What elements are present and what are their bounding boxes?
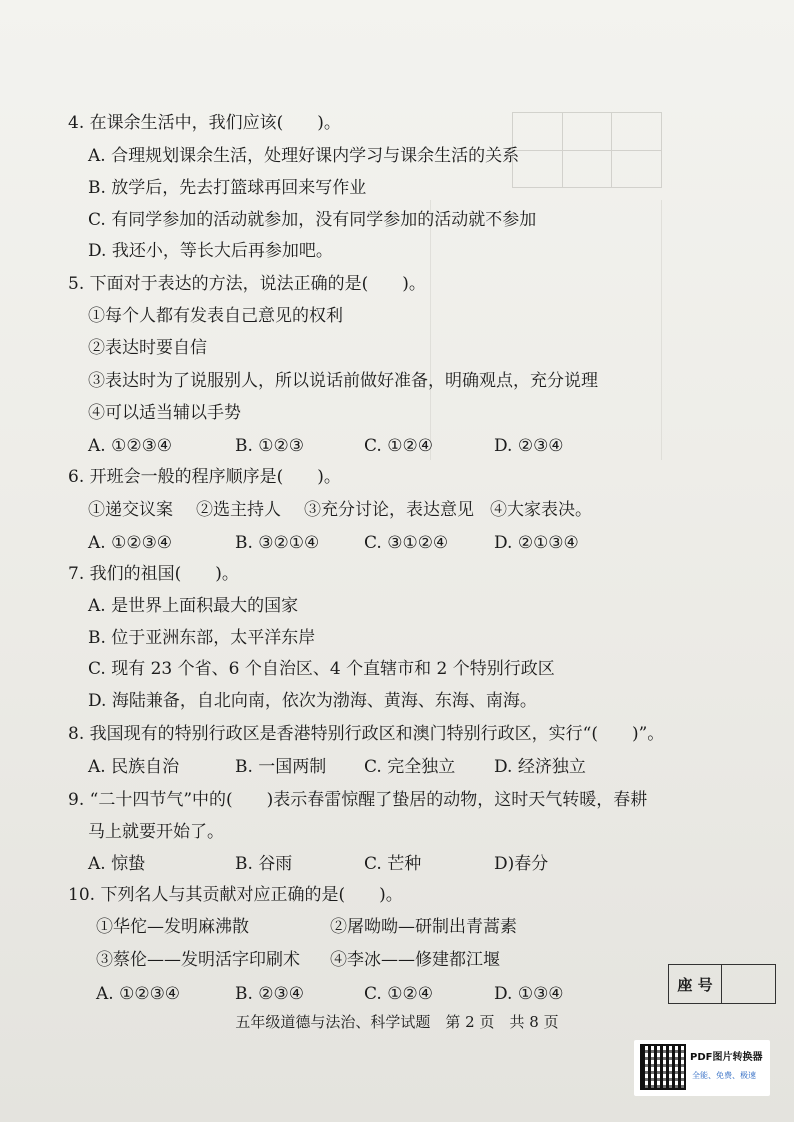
question-6-step-4: ④大家表决。 <box>490 500 592 520</box>
question-9-stem-continued: 马上就要开始了。 <box>88 822 224 842</box>
question-4-stem: 4. 在课余生活中，我们应该( )。 <box>68 113 341 133</box>
bleed-through-score-table <box>512 112 662 188</box>
question-7-option-d: D. 海陆兼备，自北向南，依次为渤海、黄海、东海、南海。 <box>88 691 537 711</box>
question-9-choice-d: D)春分 <box>494 854 549 874</box>
question-6-choice-b: B. ③②①④ <box>235 533 320 553</box>
question-8-choice-b: B. 一国两制 <box>235 757 327 777</box>
question-10-choice-d: D. ①③④ <box>494 984 564 1004</box>
question-4-option-c: C. 有同学参加的活动就参加，没有同学参加的活动就不参加 <box>88 210 537 230</box>
question-6-choice-d: D. ②①③④ <box>494 533 579 553</box>
qr-code-icon <box>640 1044 686 1090</box>
question-5-statement-1: ①每个人都有发表自己意见的权利 <box>88 306 343 326</box>
question-7-stem: 7. 我们的祖国( )。 <box>68 564 239 584</box>
question-7-option-a: A. 是世界上面积最大的国家 <box>88 596 299 616</box>
question-5-statement-2: ②表达时要自信 <box>88 338 207 358</box>
question-10-pair-3: ③蔡伦——发明活字印刷术 <box>96 950 300 970</box>
seat-number-box <box>668 964 776 1004</box>
question-7-option-b: B. 位于亚洲东部，太平洋东岸 <box>88 628 316 648</box>
question-7-option-c: C. 现有 23 个省、6 个自治区、4 个直辖市和 2 个特别行政区 <box>88 659 555 679</box>
question-9-choice-a: A. 惊蛰 <box>88 854 146 874</box>
question-6-step-3: ③充分讨论，表达意见 <box>304 500 474 520</box>
question-10-choice-a: A. ①②③④ <box>96 984 181 1004</box>
seat-number-value <box>722 965 775 1003</box>
question-9-choice-b: B. 谷雨 <box>235 854 293 874</box>
question-8-choice-c: C. 完全独立 <box>364 757 456 777</box>
question-9-stem: 9. “二十四节气”中的( )表示春雷惊醒了蛰居的动物，这时天气转暖，春耕 <box>68 790 648 810</box>
question-6-step-2: ②选主持人 <box>196 500 281 520</box>
question-10-stem: 10. 下列名人与其贡献对应正确的是( )。 <box>68 885 403 905</box>
question-4-option-b: B. 放学后，先去打篮球再回来写作业 <box>88 178 367 198</box>
question-10-choice-c: C. ①②④ <box>364 984 433 1004</box>
question-5-choice-d: D. ②③④ <box>494 436 564 456</box>
question-8-stem: 8. 我国现有的特别行政区是香港特别行政区和澳门特别行政区，实行“( )”。 <box>68 724 665 744</box>
question-4-option-a: A. 合理规划课余生活，处理好课内学习与课余生活的关系 <box>88 146 520 166</box>
seat-number-label: 座 号 <box>669 965 722 1003</box>
converter-watermark <box>634 1040 770 1096</box>
question-6-choice-a: A. ①②③④ <box>88 533 173 553</box>
question-5-stem: 5. 下面对于表达的方法，说法正确的是( )。 <box>68 274 426 294</box>
question-8-choice-d: D. 经济独立 <box>494 757 586 777</box>
page-footer: 五年级道德与法治、科学试题 第 2 页 共 8 页 <box>235 1013 559 1031</box>
question-6-step-1: ①递交议案 <box>88 500 173 520</box>
question-9-choice-c: C. 芒种 <box>364 854 422 874</box>
question-6-choice-c: C. ③①②④ <box>364 533 449 553</box>
question-5-statement-3: ③表达时为了说服别人，所以说话前做好准备，明确观点，充分说理 <box>88 371 598 391</box>
question-10-choice-b: B. ②③④ <box>235 984 305 1004</box>
question-10-pair-2: ②屠呦呦—研制出青蒿素 <box>330 917 517 937</box>
question-6-stem: 6. 开班会一般的程序顺序是( )。 <box>68 467 341 487</box>
watermark-subtitle: 全能、免费、极速 <box>692 1071 756 1080</box>
question-10-pair-4: ④李冰——修建都江堰 <box>330 950 500 970</box>
question-10-pair-1: ①华佗—发明麻沸散 <box>96 917 249 937</box>
question-4-option-d: D. 我还小，等长大后再参加吧。 <box>88 241 333 261</box>
watermark-title: PDF图片转换器 <box>690 1052 763 1063</box>
question-8-choice-a: A. 民族自治 <box>88 757 180 777</box>
question-5-choice-a: A. ①②③④ <box>88 436 173 456</box>
bleed-through-lines <box>430 200 662 460</box>
question-5-choice-c: C. ①②④ <box>364 436 433 456</box>
question-5-statement-4: ④可以适当辅以手势 <box>88 403 241 423</box>
question-5-choice-b: B. ①②③ <box>235 436 305 456</box>
